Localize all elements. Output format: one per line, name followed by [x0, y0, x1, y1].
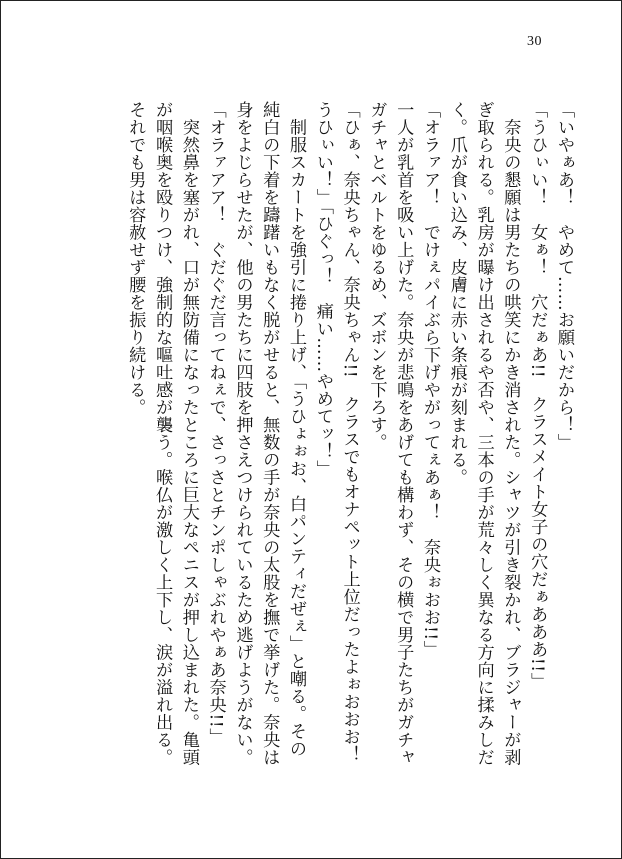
text-line: ぎ取られる。乳房が曝け出されるや否や、三本の手が荒々しく異なる方向に揉みしだ	[473, 101, 494, 766]
text-line: が咽喉奥を殴りつけ、強制的な嘔吐感が襲う。喉仏が激しく上下し、涙が溢れ出る。	[152, 101, 173, 766]
text-line: 「オラァアア！ ぐだぐだ言ってねぇで、さっさとチンポしゃぶれやぁあ奈央!!」	[205, 101, 226, 746]
text-line: それでも男は容赦せず腰を振り続ける。	[125, 101, 146, 416]
text-line: 突然鼻を塞がれ、口が無防備になったところに巨大なペニスが押し込まれた。亀頭	[178, 101, 199, 766]
text-line: 「ひぁ、奈央ちゃん、奈央ちゃん!! クラスでもオナペット上位だったよぉおおお！	[339, 101, 360, 763]
body-text	[121, 101, 577, 816]
text-line: 奈央の懇願は男たちの哄笑にかき消された。シャツが引き裂かれ、ブラジャーが剥	[500, 101, 521, 766]
text-line: うひぃい！」「ひぐっ！ 痛い……やめてッ！」	[312, 101, 333, 478]
text-line: 「オラァア！ でけぇパイぶら下げやがってぇあぁ！ 奈央ぉおお!!」	[420, 101, 441, 658]
text-line: ガチャとベルトをゆるめ、ズボンを下ろす。	[366, 101, 387, 451]
page-number: 30	[527, 34, 542, 49]
text-line: 純白の下着を躊躇いもなく脱がせると、無数の手が奈央の太股を撫で挙げた。奈央は	[259, 101, 280, 766]
text-line: 「うひぃい！ 女ぁ！ 穴だぁあ!! クラスメイト女子の穴だぁあああ!!」	[527, 101, 548, 690]
text-line: 「いやぁあ！ やめて……お願いだから！」	[554, 101, 574, 451]
text-line: 制服スカートを強引に捲り上げ、「うひょぉお、白パンティだぜぇ」と嘲る。その	[286, 101, 307, 758]
text-line: 身をよじらせたが、他の男たちに四肢を押さえつけられているため逃げようがない。	[232, 101, 253, 766]
text-line: く。爪が食い込み、皮膚に赤い条痕が刻まれる。	[446, 101, 467, 486]
text-line: 一人が乳首を吸い上げた。奈央が悲鳴をあげても構わず、その横で男子たちがガチャ	[393, 101, 414, 766]
